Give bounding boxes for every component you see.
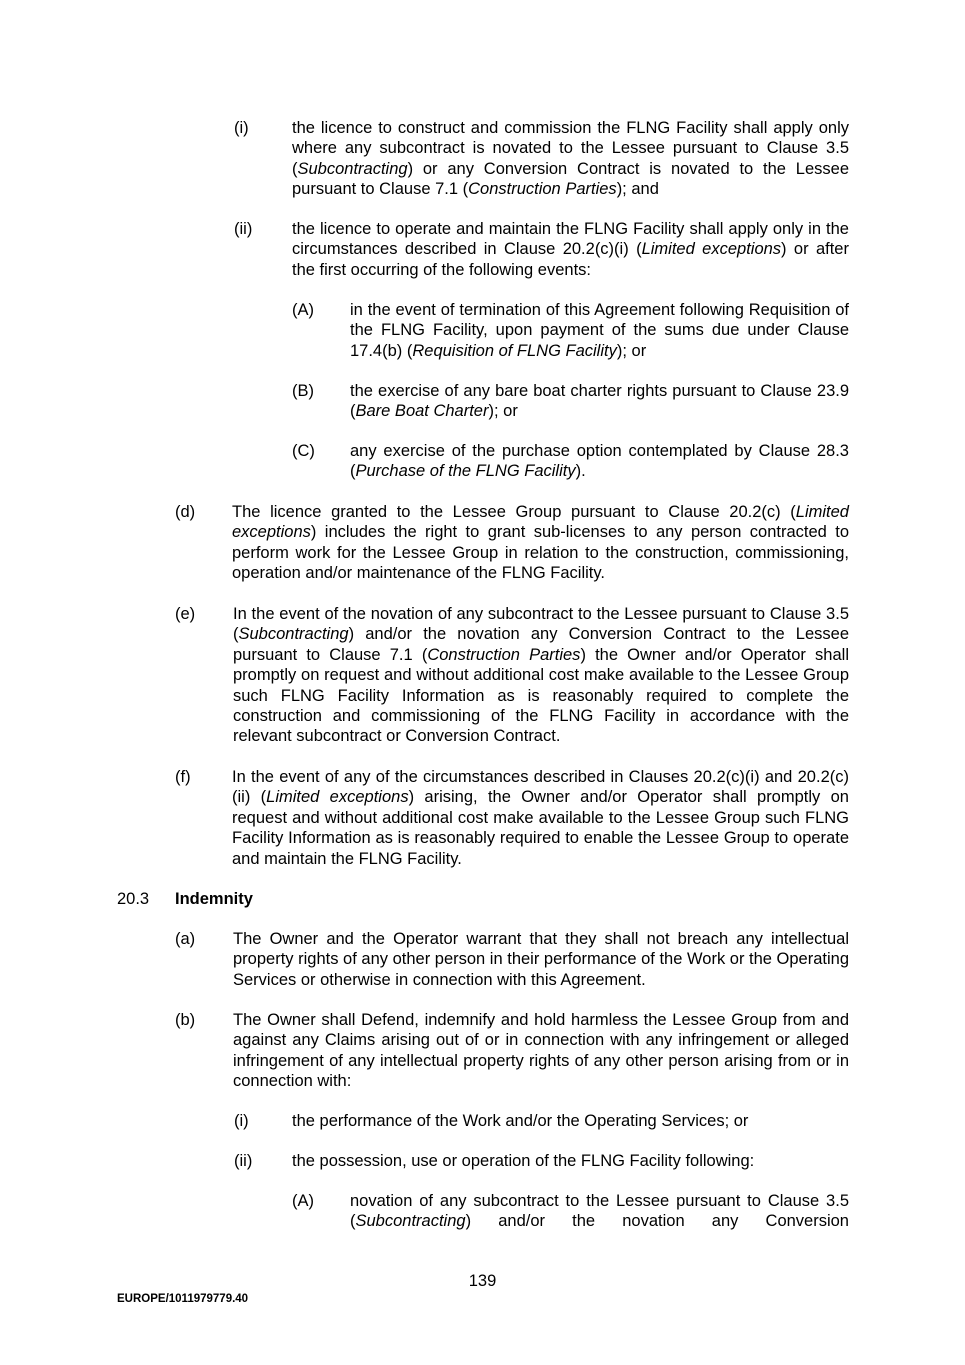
clause-number: (a) [175,930,196,948]
clause-number: (b) [175,1011,196,1029]
clause-number: (A) [292,301,314,319]
clause-20-2-e [175,604,849,747]
clause-20-3-b-ii [234,1151,849,1171]
clause-number: (ii) [234,220,253,238]
clause-text: The licence granted to the Lessee Group pursuant to Clause 20.2(c) (Limited exceptions) includes the right to grant sub-licenses to any person contracted to perform work for the Lessee Group in relation to the construction, commissioning, operation and/or maintenance of the FLNG Facility. [232,503,849,583]
page-number: 139 [468,1272,497,1290]
clause-text: In the event of any of the circumstances described in Clauses 20.2(c)(i) and 20.2(c)(ii) (Limited exceptions) arising, the Owner and/or Operator shall promptly on request and without additional cost make available to the Lessee Group such FLNG Facility Information as is reasonably required to enable the Lessee Group to operate and maintain the FLNG Facility. [232,768,849,868]
clause-text: novation of any subcontract to the Lessee pursuant to Clause 3.5 (Subcontracting) and/or the novation any Conversion [350,1192,849,1231]
clause-20-2-f [175,767,849,869]
clause-text: In the event of the novation of any subcontract to the Lessee pursuant to Clause 3.5 (Subcontracting) and/or the novation any Conversion Contract to the Lessee pursuant to Clause 7.1 (Construction Parties) the Owner and/or Operator shall promptly on request and without additional cost make available to the Lessee Group such FLNG Facility Information as is reasonably required to complete the construction and commissioning of the FLNG Facility in accordance with the relevant subcontract or Conversion Contract. [233,605,849,746]
clause-number: (A) [292,1192,314,1210]
clause-20-3-b [175,1010,849,1092]
clause-text: the possession, use or operation of the FLNG Facility following: [292,1152,755,1170]
clause-text: The Owner shall Defend, indemnify and hold harmless the Lessee Group from and against any Claims arising out of or in connection with any infringement or alleged infringement of any intellectual property rights of any other person arising from or in connection with: [233,1011,849,1091]
section-number: 20.3 [117,890,150,908]
clause-20-2-c-ii [234,219,849,280]
clause-20-3-b-i [234,1111,849,1131]
clause-text: any exercise of the purchase option contemplated by Clause 28.3 (Purchase of the FLNG Facility). [350,442,849,481]
clause-number: (d) [175,503,196,521]
clause-20-2-c-ii-C [292,441,849,482]
section-title: Indemnity [175,890,253,908]
clause-number: (ii) [234,1152,253,1170]
clause-text: the performance of the Work and/or the Operating Services; or [292,1112,749,1130]
clause-text: in the event of termination of this Agreement following Requisition of the FLNG Facility, upon payment of the sums due under Clause 17.4(b) (Requisition of FLNG Facility); or [350,301,849,360]
clause-20-2-c-ii-A [292,300,849,361]
clause-20-2-d [175,502,849,584]
clause-number: (B) [292,382,314,400]
clause-text: the exercise of any bare boat charter rights pursuant to Clause 23.9 (Bare Boat Charter); or [350,382,849,421]
clause-number: (e) [175,605,196,623]
clause-20-3-a [175,929,849,990]
clause-text: the licence to construct and commission the FLNG Facility shall apply only where any subcontract is novated to the Lessee pursuant to Clause 3.5 (Subcontracting) or any Conversion Contract is novated to the Lessee pursuant to Clause 7.1 (Construction Parties); and [292,119,849,199]
clause-number: (i) [234,119,249,137]
clause-20-3-b-ii-A [292,1191,849,1232]
clause-number: (i) [234,1112,249,1130]
clause-text: the licence to operate and maintain the FLNG Facility shall apply only in the circumstances described in Clause 20.2(c)(i) (Limited exceptions) or after the first occurring of the following events: [292,220,849,279]
clause-20-2-c-i [234,118,849,200]
document-reference: EUROPE/1011979779.40 [117,1293,249,1305]
clause-20-2-c-ii-B [292,381,849,422]
clause-number: (f) [175,768,191,786]
clause-number: (C) [292,442,315,460]
clause-text: The Owner and the Operator warrant that they shall not breach any intellectual property rights of any other person in their performance of the Work or the Operating Services or otherwise in connection with this Agreement. [233,930,850,989]
